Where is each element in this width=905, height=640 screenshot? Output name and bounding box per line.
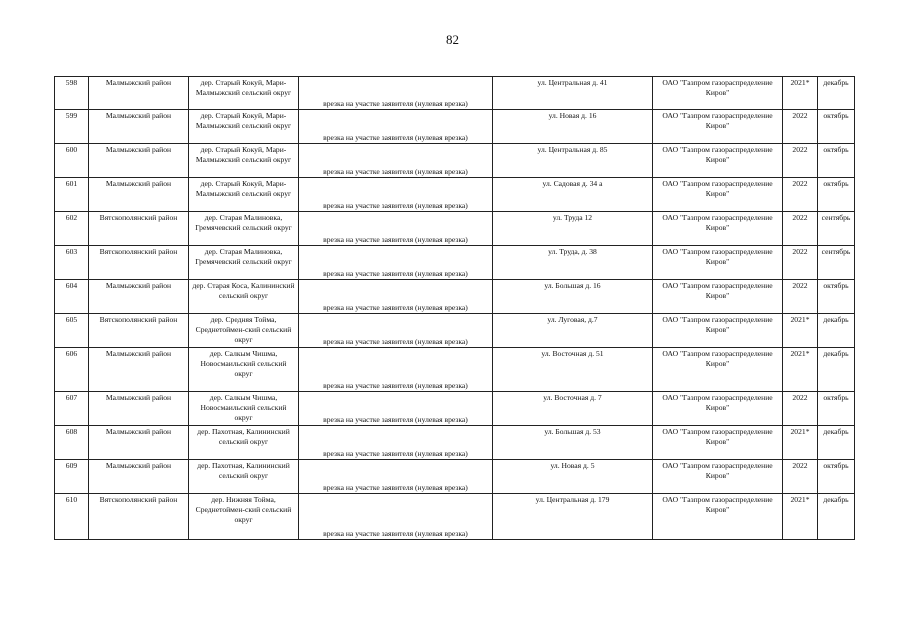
year-cell: 2022 bbox=[783, 280, 818, 314]
organization-cell: ОАО "Газпром газораспределение Киров" bbox=[653, 144, 783, 178]
year-cell: 2021* bbox=[783, 77, 818, 110]
work-type-cell: врезка на участке заявителя (нулевая врезка) bbox=[299, 494, 493, 540]
settlement-cell: дер. Старая Малиновка, Гремячевский сельский округ bbox=[189, 246, 299, 280]
work-type-cell: врезка на участке заявителя (нулевая врезка) bbox=[299, 392, 493, 426]
district-cell: Малмыжский район bbox=[89, 77, 189, 110]
row-number: 602 bbox=[55, 212, 89, 246]
month-cell: декабрь bbox=[818, 348, 855, 392]
work-type-cell: врезка на участке заявителя (нулевая врезка) bbox=[299, 246, 493, 280]
table-row bbox=[55, 314, 855, 348]
organization-cell: ОАО "Газпром газораспределение Киров" bbox=[653, 314, 783, 348]
row-number: 598 bbox=[55, 77, 89, 110]
year-cell: 2021* bbox=[783, 426, 818, 460]
row-number: 605 bbox=[55, 314, 89, 348]
organization-cell: ОАО "Газпром газораспределение Киров" bbox=[653, 392, 783, 426]
month-cell: сентябрь bbox=[818, 246, 855, 280]
month-cell: октябрь bbox=[818, 280, 855, 314]
year-cell: 2021* bbox=[783, 314, 818, 348]
gasification-table bbox=[54, 76, 855, 540]
month-cell: декабрь bbox=[818, 314, 855, 348]
work-type-cell: врезка на участке заявителя (нулевая врезка) bbox=[299, 460, 493, 494]
organization-cell: ОАО "Газпром газораспределение Киров" bbox=[653, 77, 783, 110]
address-cell: ул. Большая д. 16 bbox=[493, 280, 653, 314]
month-cell: декабрь bbox=[818, 77, 855, 110]
month-cell: сентябрь bbox=[818, 212, 855, 246]
row-number: 600 bbox=[55, 144, 89, 178]
district-cell: Малмыжский район bbox=[89, 426, 189, 460]
district-cell: Малмыжский район bbox=[89, 144, 189, 178]
row-number: 603 bbox=[55, 246, 89, 280]
work-type-cell: врезка на участке заявителя (нулевая врезка) bbox=[299, 110, 493, 144]
year-cell: 2022 bbox=[783, 212, 818, 246]
address-cell: ул. Большая д. 53 bbox=[493, 426, 653, 460]
district-cell: Вятскополянский район bbox=[89, 212, 189, 246]
table-body bbox=[55, 77, 855, 540]
district-cell: Малмыжский район bbox=[89, 110, 189, 144]
organization-cell: ОАО "Газпром газораспределение Киров" bbox=[653, 246, 783, 280]
year-cell: 2021* bbox=[783, 348, 818, 392]
table-row bbox=[55, 348, 855, 392]
month-cell: октябрь bbox=[818, 144, 855, 178]
district-cell: Малмыжский район bbox=[89, 178, 189, 212]
table-row bbox=[55, 246, 855, 280]
year-cell: 2022 bbox=[783, 144, 818, 178]
work-type-cell: врезка на участке заявителя (нулевая врезка) bbox=[299, 77, 493, 110]
year-cell: 2022 bbox=[783, 246, 818, 280]
organization-cell: ОАО "Газпром газораспределение Киров" bbox=[653, 212, 783, 246]
address-cell: ул. Новая д. 5 bbox=[493, 460, 653, 494]
address-cell: ул. Восточная д. 51 bbox=[493, 348, 653, 392]
work-type-cell: врезка на участке заявителя (нулевая врезка) bbox=[299, 212, 493, 246]
address-cell: ул. Труда 12 bbox=[493, 212, 653, 246]
month-cell: октябрь bbox=[818, 392, 855, 426]
settlement-cell: дер. Нижняя Тойма, Среднетоймен-ский сельский округ bbox=[189, 494, 299, 540]
row-number: 609 bbox=[55, 460, 89, 494]
settlement-cell: дер. Салкым Чишма, Новосмаильский сельский округ bbox=[189, 392, 299, 426]
table-row bbox=[55, 178, 855, 212]
table-row bbox=[55, 212, 855, 246]
row-number: 601 bbox=[55, 178, 89, 212]
address-cell: ул. Центральная д. 41 bbox=[493, 77, 653, 110]
district-cell: Малмыжский район bbox=[89, 348, 189, 392]
row-number: 607 bbox=[55, 392, 89, 426]
district-cell: Вятскополянский район bbox=[89, 246, 189, 280]
district-cell: Малмыжский район bbox=[89, 280, 189, 314]
work-type-cell: врезка на участке заявителя (нулевая врезка) bbox=[299, 426, 493, 460]
year-cell: 2022 bbox=[783, 110, 818, 144]
month-cell: декабрь bbox=[818, 426, 855, 460]
organization-cell: ОАО "Газпром газораспределение Киров" bbox=[653, 110, 783, 144]
page-number: 82 bbox=[446, 32, 459, 47]
settlement-cell: дер. Салкым Чишма, Новосмаильский сельский округ bbox=[189, 348, 299, 392]
address-cell: ул. Луговая, д.7 bbox=[493, 314, 653, 348]
row-number: 604 bbox=[55, 280, 89, 314]
work-type-cell: врезка на участке заявителя (нулевая врезка) bbox=[299, 314, 493, 348]
row-number: 599 bbox=[55, 110, 89, 144]
row-number: 608 bbox=[55, 426, 89, 460]
table-row bbox=[55, 77, 855, 110]
organization-cell: ОАО "Газпром газораспределение Киров" bbox=[653, 178, 783, 212]
month-cell: октябрь bbox=[818, 178, 855, 212]
settlement-cell: дер. Старый Кокуй, Мари-Малмыжский сельский округ bbox=[189, 77, 299, 110]
table-row bbox=[55, 494, 855, 540]
table-row bbox=[55, 426, 855, 460]
organization-cell: ОАО "Газпром газораспределение Киров" bbox=[653, 460, 783, 494]
work-type-cell: врезка на участке заявителя (нулевая врезка) bbox=[299, 280, 493, 314]
work-type-cell: врезка на участке заявителя (нулевая врезка) bbox=[299, 178, 493, 212]
table-row bbox=[55, 392, 855, 426]
address-cell: ул. Труда, д. 38 bbox=[493, 246, 653, 280]
address-cell: ул. Новая д. 16 bbox=[493, 110, 653, 144]
district-cell: Малмыжский район bbox=[89, 460, 189, 494]
address-cell: ул. Центральная д. 179 bbox=[493, 494, 653, 540]
settlement-cell: дер. Старая Коса, Калининский сельский округ bbox=[189, 280, 299, 314]
settlement-cell: дер. Старая Малиновка, Гремячевский сельский округ bbox=[189, 212, 299, 246]
settlement-cell: дер. Старый Кокуй, Мари-Малмыжский сельский округ bbox=[189, 144, 299, 178]
address-cell: ул. Восточная д. 7 bbox=[493, 392, 653, 426]
table-row bbox=[55, 280, 855, 314]
year-cell: 2021* bbox=[783, 494, 818, 540]
work-type-cell: врезка на участке заявителя (нулевая врезка) bbox=[299, 348, 493, 392]
table-row bbox=[55, 110, 855, 144]
year-cell: 2022 bbox=[783, 178, 818, 212]
work-type-cell: врезка на участке заявителя (нулевая врезка) bbox=[299, 144, 493, 178]
district-cell: Малмыжский район bbox=[89, 392, 189, 426]
year-cell: 2022 bbox=[783, 392, 818, 426]
organization-cell: ОАО "Газпром газораспределение Киров" bbox=[653, 348, 783, 392]
month-cell: декабрь bbox=[818, 494, 855, 540]
row-number: 606 bbox=[55, 348, 89, 392]
settlement-cell: дер. Старый Кокуй, Мари-Малмыжский сельский округ bbox=[189, 110, 299, 144]
settlement-cell: дер. Средняя Тойма, Среднетоймен-ский сельский округ bbox=[189, 314, 299, 348]
district-cell: Вятскополянский район bbox=[89, 314, 189, 348]
row-number: 610 bbox=[55, 494, 89, 540]
month-cell: октябрь bbox=[818, 110, 855, 144]
year-cell: 2022 bbox=[783, 460, 818, 494]
table-row bbox=[55, 144, 855, 178]
settlement-cell: дер. Пахотная, Калининский сельский округ bbox=[189, 426, 299, 460]
organization-cell: ОАО "Газпром газораспределение Киров" bbox=[653, 280, 783, 314]
table-row bbox=[55, 460, 855, 494]
organization-cell: ОАО "Газпром газораспределение Киров" bbox=[653, 494, 783, 540]
district-cell: Вятскополянский район bbox=[89, 494, 189, 540]
settlement-cell: дер. Старый Кокуй, Мари-Малмыжский сельский округ bbox=[189, 178, 299, 212]
settlement-cell: дер. Пахотная, Калининский сельский округ bbox=[189, 460, 299, 494]
address-cell: ул. Садовая д. 34 а bbox=[493, 178, 653, 212]
address-cell: ул. Центральная д. 85 bbox=[493, 144, 653, 178]
organization-cell: ОАО "Газпром газораспределение Киров" bbox=[653, 426, 783, 460]
month-cell: октябрь bbox=[818, 460, 855, 494]
